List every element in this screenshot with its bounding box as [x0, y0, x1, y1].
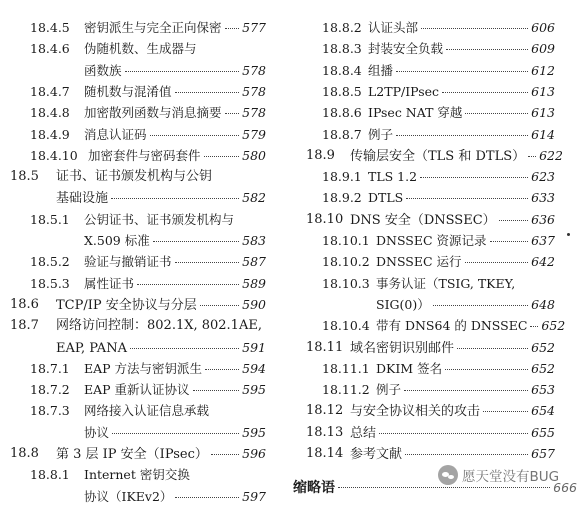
- toc-page-number: 652: [541, 318, 566, 334]
- dot-leader: [225, 28, 240, 29]
- toc-title: 域名密钥识别邮件: [350, 340, 455, 356]
- dot-leader: [457, 348, 528, 349]
- toc-number: 18.10: [306, 211, 344, 227]
- dot-leader: [125, 71, 240, 72]
- toc-title: DNS 安全（DNSSEC）: [350, 212, 496, 228]
- watermark-text: 愿天堂没有BUG: [462, 469, 560, 485]
- toc-page-number: 578: [242, 105, 266, 121]
- toc-title: 随机数与混淆值: [84, 83, 172, 99]
- toc-number: 18.5: [10, 169, 39, 185]
- toc-number: 18.5.1: [30, 211, 70, 227]
- dot-leader: [465, 113, 528, 114]
- toc-page-number: 657: [531, 446, 555, 461]
- toc-number: 18.14: [306, 446, 344, 461]
- toc-title: 密钥派生与完全正向保密: [84, 20, 222, 35]
- toc-title: 例子: [376, 382, 402, 398]
- toc-number: 18.4.5: [30, 20, 70, 35]
- toc-number: 18.7: [10, 318, 39, 334]
- toc-title: 总结: [350, 425, 377, 441]
- dot-leader: [396, 71, 528, 72]
- toc-number: 18.5.3: [30, 275, 70, 291]
- toc-page-number: 654: [531, 403, 555, 419]
- dot-leader: [175, 497, 239, 498]
- dot-leader: [442, 92, 528, 93]
- dot-leader: [112, 433, 239, 434]
- toc-title: DNSSEC 资源记录: [376, 233, 487, 248]
- toc-page-number: 612: [531, 62, 555, 78]
- toc-page-number: 653: [531, 382, 555, 398]
- toc-page-number: 587: [242, 254, 266, 270]
- toc-title: 消息认证码: [84, 126, 147, 142]
- toc-page-number: 591: [242, 339, 266, 355]
- toc-title: 第 3 层 IP 安全（IPsec）: [56, 447, 208, 462]
- toc-entry[interactable]: [0, 485, 282, 509]
- toc-number: 18.5.2: [30, 254, 70, 270]
- toc-page-number: 594: [242, 360, 266, 376]
- toc-number: 18.9: [306, 147, 335, 163]
- toc-title: Internet 密钥交换: [84, 467, 190, 483]
- dot-leader: [130, 348, 239, 349]
- toc-title: DTLS: [368, 190, 404, 206]
- toc-page-number: 622: [539, 147, 563, 163]
- toc-title: 事务认证（TSIG, TKEY,: [376, 275, 516, 291]
- toc-page-number: 652: [531, 339, 555, 355]
- dot-leader: [446, 49, 528, 50]
- toc-title: 参考文献: [350, 447, 403, 462]
- toc-page-number: 590: [242, 296, 266, 312]
- dot-leader: [379, 433, 528, 434]
- toc-number: 18.12: [306, 403, 344, 419]
- toc-title: TCP/IP 安全协议与分层: [56, 297, 197, 313]
- toc-title: X.509 标准: [84, 233, 150, 248]
- toc-entry[interactable]: [292, 442, 577, 466]
- toc-number: 18.10.4: [322, 318, 370, 334]
- toc-title: 协议（IKEv2）: [84, 488, 173, 504]
- toc-title: 验证与撤销证书: [84, 254, 172, 270]
- toc-page-number: 597: [242, 488, 266, 504]
- toc-title: 网络接入认证信息承载: [84, 403, 210, 419]
- toc-page-number: 637: [531, 233, 555, 248]
- toc-title: 函数族: [84, 62, 122, 78]
- toc-number: 18.9.2: [322, 190, 362, 206]
- toc-page-number: 623: [531, 169, 555, 185]
- dot-leader: [404, 390, 528, 391]
- dot-leader: [483, 411, 528, 412]
- toc-number: 18.8.1: [30, 467, 70, 483]
- toc-page-number: 577: [242, 20, 266, 35]
- toc-number: 18.8.2: [322, 20, 362, 35]
- dot-leader: [499, 220, 528, 221]
- toc-number: 18.13: [306, 424, 344, 440]
- toc-page-number: 613: [531, 83, 555, 99]
- toc-number: 18.10.2: [322, 254, 370, 270]
- toc-number: 18.9.1: [322, 169, 362, 185]
- dot-leader: [111, 198, 239, 199]
- toc-title: 伪随机数、生成器与: [84, 41, 197, 57]
- toc-number: 18.10.1: [322, 233, 370, 248]
- dot-leader: [530, 326, 538, 327]
- dot-leader: [421, 28, 528, 29]
- toc-page-number: 582: [242, 190, 266, 206]
- dot-leader: [150, 135, 240, 136]
- toc-page-number: 579: [242, 126, 266, 142]
- toc-page-number: 595: [242, 382, 266, 398]
- toc-title: 属性证书: [84, 275, 135, 291]
- toc-title: 基础设施: [56, 191, 109, 207]
- toc-number: 18.7.2: [30, 382, 70, 398]
- toc-title: EAP 方法与密钥派生: [84, 360, 203, 376]
- toc-number: 18.8.5: [322, 83, 362, 99]
- dot-leader: [204, 156, 240, 157]
- toc-title: 证书、证书颁发机构与公钥: [56, 169, 213, 185]
- toc-number: 18.8.6: [322, 105, 362, 121]
- toc-title-row: [84, 485, 266, 509]
- toc-number: 18.10.3: [322, 275, 370, 291]
- dot-leader: [405, 454, 528, 455]
- toc-page-number: 655: [531, 424, 555, 440]
- dot-leader: [153, 241, 239, 242]
- toc-number: 18.4.8: [30, 105, 70, 121]
- toc-title: 网络访问控制：802.1X, 802.1AE,: [56, 318, 262, 334]
- toc-number: 18.8.7: [322, 126, 362, 142]
- toc-page-number: 578: [242, 62, 266, 78]
- toc-number: 18.11.2: [322, 382, 370, 398]
- dot-leader: [137, 284, 239, 285]
- toc-number: 18.4.6: [30, 41, 70, 57]
- toc-title: EAP 重新认证协议: [84, 382, 190, 398]
- dot-leader: [420, 177, 528, 178]
- toc-number: 18.8.3: [322, 41, 362, 57]
- toc-number: 18.8.4: [322, 62, 362, 78]
- dot-leader: [225, 113, 240, 114]
- dot-leader: [205, 369, 239, 370]
- wechat-icon: [438, 465, 458, 485]
- toc-title: 例子: [368, 126, 394, 142]
- toc-number: 18.7.3: [30, 403, 70, 419]
- toc-number: 18.4.7: [30, 83, 70, 99]
- toc-title: 加密散列函数与消息摘要: [84, 105, 222, 121]
- toc-number: 18.11.1: [322, 360, 370, 376]
- toc-title: DKIM 签名: [376, 360, 443, 376]
- dot-leader: [490, 241, 529, 242]
- dot-leader: [528, 156, 536, 157]
- toc-title: 与安全协议相关的攻击: [350, 404, 481, 420]
- toc-page-number: 595: [242, 424, 266, 440]
- dot-leader: [396, 135, 528, 136]
- stray-mark: [567, 233, 570, 236]
- toc-number: 18.8: [10, 446, 39, 461]
- toc-page-number: 606: [531, 20, 555, 35]
- toc-page-number: 613: [531, 105, 555, 121]
- toc-title: 组播: [368, 62, 394, 78]
- toc-title: 加密套件与密码套件: [88, 147, 201, 163]
- toc-title: IPsec NAT 穿越: [368, 105, 463, 121]
- toc-title: 协议: [84, 424, 110, 440]
- toc-page-number: 609: [531, 41, 555, 57]
- dot-leader: [338, 487, 550, 488]
- toc-title: TLS 1.2: [368, 169, 418, 185]
- toc-page-number: 633: [531, 190, 555, 206]
- toc-page-number: 589: [242, 275, 266, 291]
- toc-number: 18.6: [10, 296, 39, 312]
- toc-page-number: 642: [531, 254, 555, 270]
- toc-title: 带有 DNS64 的 DNSSEC: [376, 318, 528, 334]
- dot-leader: [175, 92, 240, 93]
- toc-page-number: 580: [242, 147, 266, 163]
- dot-leader: [445, 369, 528, 370]
- toc-page-number: 648: [531, 296, 555, 312]
- dot-leader: [193, 390, 240, 391]
- toc-number: 18.11: [306, 339, 344, 355]
- toc-title: DNSSEC 运行: [376, 254, 462, 270]
- toc-page-number: 596: [242, 446, 266, 461]
- toc-title: 封装安全负载: [368, 41, 444, 57]
- toc-page-number: 636: [531, 211, 555, 227]
- glossary-page: 666: [553, 480, 577, 495]
- toc-page-number: 583: [242, 233, 266, 248]
- toc-title: 认证头部: [368, 20, 419, 35]
- toc-page-number: 578: [242, 83, 266, 99]
- toc-title: SIG(0)）: [376, 296, 430, 312]
- toc-title: L2TP/IPsec: [368, 83, 440, 99]
- toc-title: EAP, PANA: [56, 340, 127, 356]
- toc-number: 18.4.10: [30, 147, 78, 163]
- toc-number: 18.7.1: [30, 360, 70, 376]
- dot-leader: [200, 305, 239, 306]
- toc-page-number: 652: [531, 360, 555, 376]
- dot-leader: [433, 305, 528, 306]
- toc-page-number: 614: [531, 126, 555, 142]
- watermark: [438, 464, 559, 486]
- glossary-title: 缩略语: [293, 480, 335, 496]
- toc-title: 公钥证书、证书颁发机构与: [84, 211, 235, 227]
- dot-leader: [211, 454, 239, 455]
- toc-title: 传输层安全（TLS 和 DTLS）: [350, 148, 526, 164]
- toc-number: 18.4.9: [30, 126, 70, 142]
- dot-leader: [406, 198, 528, 199]
- dot-leader: [175, 262, 240, 263]
- dot-leader: [465, 262, 529, 263]
